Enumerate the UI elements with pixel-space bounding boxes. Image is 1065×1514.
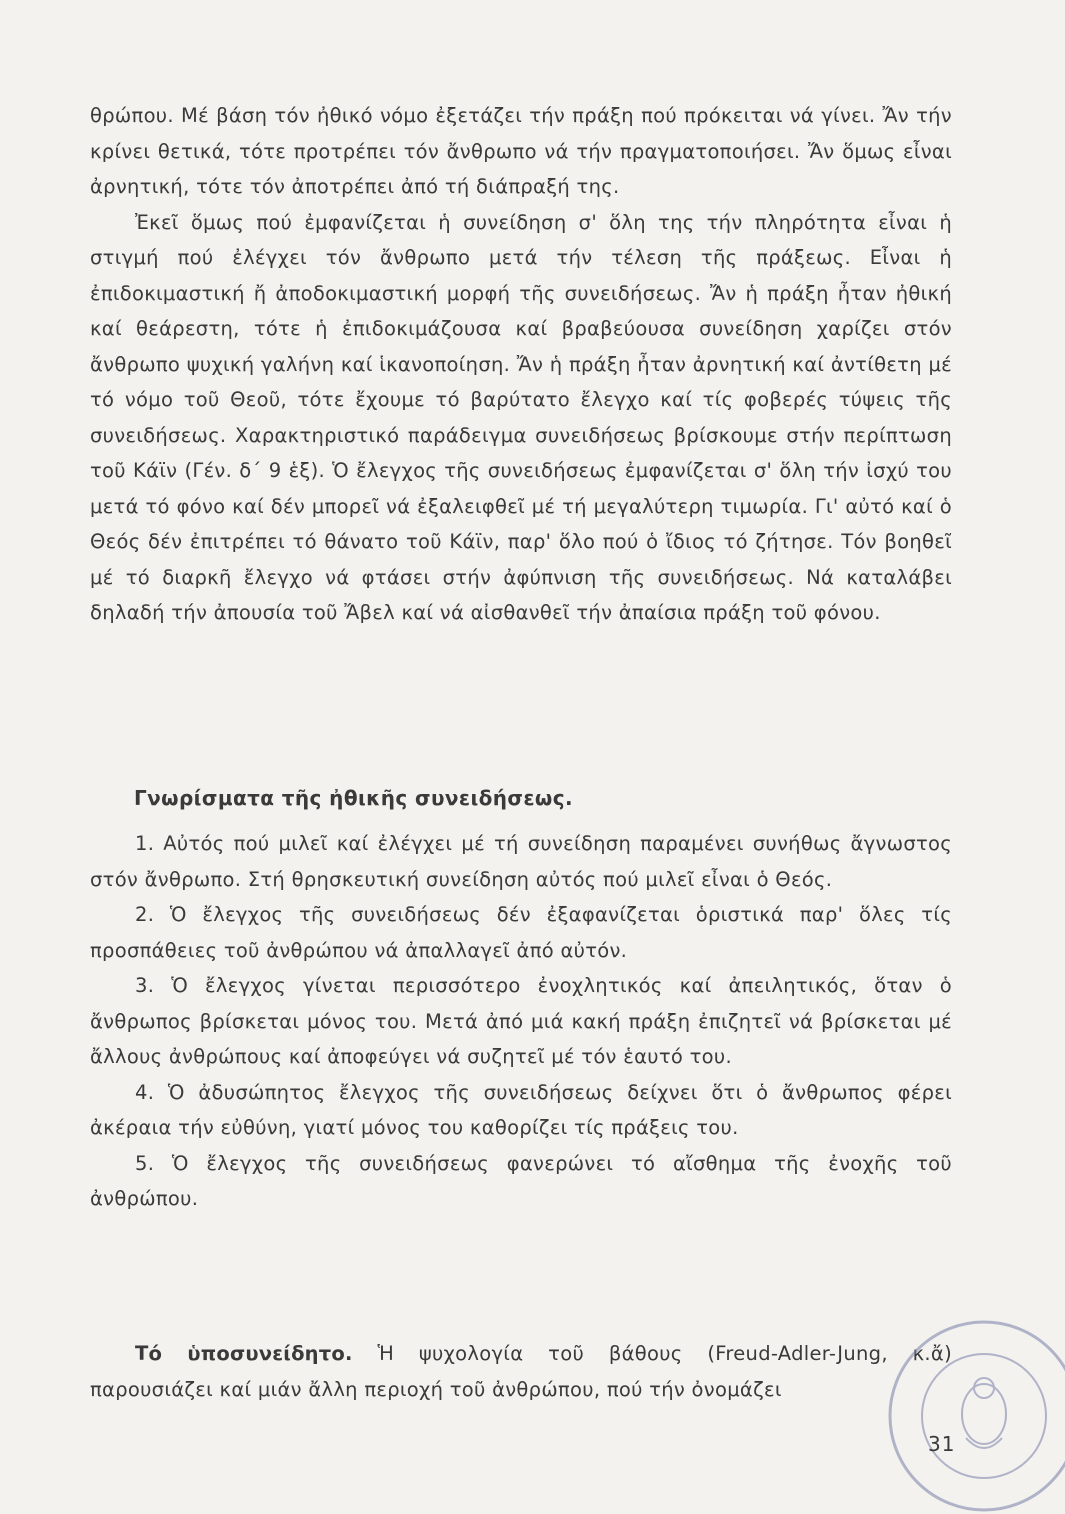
paragraph-continuation: θρώπου. Μέ βάση τόν ἠθικό νόμο ἐξετάζει τήν πράξη πού πρόκειται νά γίνει. Ἄν τήν κρίνει θετικά, τότε προτρέπει τόν ἄνθρωπο νά τήν πραγματοποιήσει. Ἄν ὅμως εἶναι ἀρνητική, τότε τόν ἀποτρέπει ἀπό τή διάπραξή της.	[90, 104, 952, 198]
subsection-text: Ἡ ψυχολογία τοῦ βάθους (Freud-Adler-Jung, κ.ἄ) παρουσιάζει καί μιάν ἄλλη περιοχή τοῦ ἀνθρώπου, πού τήν ὀνομάζει	[90, 1342, 952, 1401]
page-number: 31	[928, 1432, 956, 1456]
section-heading: Γνωρίσματα τῆς ἠθικῆς συνειδήσεως.	[134, 786, 573, 810]
list-item: 2. Ὁ ἔλεγχος τῆς συνειδήσεως δέν ἐξαφανίζεται ὁριστικά παρ' ὅλες τίς προσπάθειες τοῦ ἀνθρώπου νά ἀπαλλαγεῖ ἀπό αὐτόν.	[90, 903, 952, 962]
subconscious-paragraph	[90, 1336, 952, 1407]
library-seal-icon	[886, 1318, 1065, 1514]
main-text	[90, 98, 952, 631]
list-item: 3. Ὁ ἔλεγχος γίνεται περισσότερο ἐνοχλητικός καί ἀπειλητικός, ὅταν ὁ ἄνθρωπος βρίσκεται μόνος του. Μετά ἀπό μιά κακή πράξη ἐπιζητεῖ νά βρίσκεται μέ ἄλλους ἀνθρώπους καί ἀποφεύγει νά συζητεῖ μέ τόν ἑαυτό του.	[90, 974, 952, 1068]
features-list	[90, 826, 952, 1217]
list-item: 1. Αὐτός πού μιλεῖ καί ἐλέγχει μέ τή συνείδηση παραμένει συνήθως ἄγνωστος στόν ἄνθρωπο. Στή θρησκευτική συνείδηση αὐτός πού μιλεῖ εἶναι ὁ Θεός.	[90, 832, 952, 891]
subsection-heading: Τό ὑποσυνείδητο.	[135, 1342, 353, 1365]
paragraph-conscience: Ἐκεῖ ὅμως πού ἐμφανίζεται ἡ συνείδηση σ' ὅλη της τήν πληρότητα εἶναι ἡ στιγμή πού ἐλέγχει τόν ἄνθρωπο μετά τήν τέλεση τῆς πράξεως. Εἶναι ἡ ἐπιδοκιμαστική ἤ ἀποδοκιμαστική μορφή τῆς συνειδήσεως. Ἄν ἡ πράξη ἦταν ἠθική καί θεάρεστη, τότε ἡ ἐπιδοκιμάζουσα καί βραβεύουσα συνείδηση χαρίζει στόν ἄνθρωπο ψυχική γαλήνη καί ἱκανοποίηση. Ἄν ἡ πράξη ἦταν ἀρνητική καί ἀντίθετη μέ τό νόμο τοῦ Θεοῦ, τότε ἔχουμε τό βαρύτατο ἔλεγχο καί τίς φοβερές τύψεις τῆς συνειδήσεως. Χαρακτηριστικό παράδειγμα συνειδήσεως βρίσκουμε στήν περίπτωση τοῦ Κάϊν (Γέν. δ΄ 9 ἑξ). Ὁ ἔλεγχος τῆς συνειδήσεως ἐμφανίζεται σ' ὅλη τήν ἰσχύ του μετά τό φόνο καί δέν μπορεῖ νά ἐξαλειφθεῖ μέ τή μεγαλύτερη τιμωρία. Γι' αὐτό καί ὁ Θεός δέν ἐπιτρέπει τό θάνατο τοῦ Κάϊν, παρ' ὅλο πού ὁ ἴδιος τό ζήτησε. Τόν βοηθεῖ μέ τό διαρκῆ ἔλεγχο νά φτάσει στήν ἀφύπνιση τῆς συνειδήσεως. Νά καταλάβει δηλαδή τήν ἀπουσία τοῦ Ἄβελ καί νά αἰσθανθεῖ τήν ἀπαίσια πράξη τοῦ φόνου.	[90, 210, 952, 624]
list-item: 4. Ὁ ἀδυσώπητος ἔλεγχος τῆς συνειδήσεως δείχνει ὅτι ὁ ἄνθρωπος φέρει ἀκέραια τήν εὐθύνη, γιατί μόνος του καθορίζει τίς πράξεις του.	[90, 1080, 952, 1139]
list-item: 5. Ὁ ἔλεγχος τῆς συνειδήσεως φανερώνει τό αἴσθημα τῆς ἐνοχῆς τοῦ ἀνθρώπου.	[90, 1151, 952, 1210]
subconscious-section	[90, 1336, 952, 1407]
